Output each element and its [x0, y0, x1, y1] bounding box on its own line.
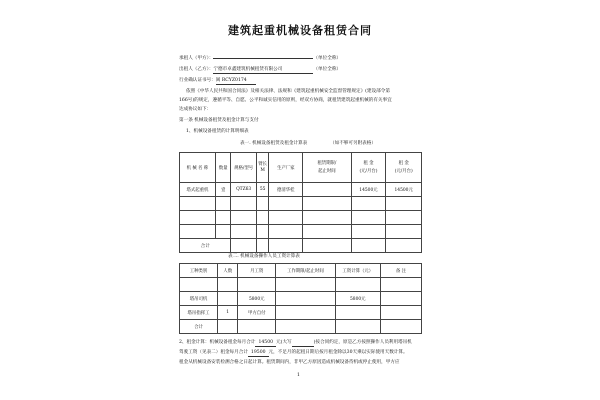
cell-wage: 甲方自付 [238, 306, 276, 320]
col-rent-header: 租 金 (元/月台) [351, 153, 386, 183]
col-period-header: 租赁期限/ 起止时间 [303, 153, 352, 183]
footer-line-2: 驾驶工资（见表二）租金每月合计 19500 元，不足月的起租日期后按月租金除以30天乘以实际使用天数计算。 [179, 350, 408, 355]
cell-total: 5800元 [335, 292, 380, 306]
table-row [180, 225, 422, 239]
lessor-label: 出租人（乙方）： [179, 67, 214, 72]
footer-line-1: 2、租金计算：机械设备租金每月合计 14500 元(大写 )按合同约定，原是乙方按照操作人员利用塔吊机 [179, 340, 412, 345]
col-spec-header: 规格/型号 [231, 153, 257, 183]
table-row [180, 278, 422, 292]
cell-period [276, 306, 336, 320]
cell-type: 塔吊司机 [180, 292, 218, 306]
intro-line-1: 依照《中华人民共和国合同法》及相关法律、法规和《建筑起重机械安全监督管理规定》(建设部令第 [186, 89, 390, 94]
lessee-name [213, 58, 313, 59]
col-period-header: 工作期限/起止时间 [276, 264, 336, 278]
cell-total [335, 306, 380, 320]
wage-table [179, 263, 422, 334]
table-total-row [180, 320, 422, 334]
cell-remark [380, 306, 421, 320]
cert-label: 行业确认证书号： [179, 78, 216, 83]
table2-caption: 表二. 机械设备操作人员工资计算表 [228, 254, 300, 259]
table2-total-label: 合计 [180, 320, 218, 334]
col-type-header: 工种类别 [180, 264, 218, 278]
col-count-header: 人数 [218, 264, 238, 278]
table-row [180, 292, 422, 306]
cell-remark [380, 292, 421, 306]
subsection-1-heading: 1、机械设备租赁的计算明细表 [186, 129, 249, 134]
table1-note: （如不够可另附表格） [330, 141, 376, 146]
monthly-rent-value: 14500 [255, 340, 276, 347]
cell-name: 塔式起重机 [180, 183, 216, 197]
cell-spec: QTZ63 [231, 183, 257, 197]
cell-maker: 德清华桂 [269, 183, 303, 197]
rent-table [179, 152, 422, 253]
rent-table-header [180, 153, 422, 183]
lessee-suffix: （单位全称） [313, 56, 342, 61]
col-total-header: 工资计算（元） [335, 264, 380, 278]
lessor-line [179, 67, 341, 74]
cell-count: 1 [218, 306, 238, 320]
lessee-line [179, 56, 341, 62]
col-remark-header: 备 注 [380, 264, 421, 278]
cell-qty: 壹 [215, 183, 231, 197]
cell-period [303, 183, 352, 197]
table-row [180, 211, 422, 225]
cell-count [218, 292, 238, 306]
col-arm-header: 臂长 M [256, 153, 268, 183]
lessor-name: 宁德市卓鑫建筑机械租赁有限公司 [213, 67, 313, 74]
cell-type: 塔吊指挥工 [180, 306, 218, 320]
cert-line [179, 78, 256, 85]
cert-value: 闽 RCYZ0174 [216, 78, 256, 85]
table-row [180, 197, 422, 211]
col-maker-header: 生产厂家 [269, 153, 303, 183]
intro-line-3: 达成协议如下： [179, 107, 212, 112]
col-qty-header: 数量 [215, 153, 231, 183]
table1-caption: 表一. 机械设备租赁及租金计算表 [240, 141, 308, 146]
cell-period [276, 292, 336, 306]
table1-total-label: 合计 [180, 239, 231, 253]
table-row [180, 183, 422, 197]
col-freight-header: 租 金 (元/月台) [386, 153, 422, 183]
footer-line-3: 租金从机械设备安装检测合格之日起计算。租赁期间内，非甲乙方原因造成机械设备待机或停止使用，甲方应 [179, 360, 400, 365]
cell-arm: 55 [256, 183, 268, 197]
cell-rent: 14500元 [351, 183, 386, 197]
cell-wage: 5800元 [238, 292, 276, 306]
page-number: 1 [297, 373, 300, 378]
lessor-suffix: （单位全称） [313, 67, 342, 72]
intro-line-2: 166号)的规定，遵循平等、自愿、公平和诚实信用的原则，经双方协商，就租赁建筑起重机械的有关事宜 [179, 98, 392, 103]
monthly-total-value: 19500 [248, 350, 269, 357]
contract-title: 建筑起重机械设备租赁合同 [228, 24, 372, 37]
col-name-header: 机 械 名 称 [180, 153, 216, 183]
section-1-heading: 第一条 机械设备租赁及租金计算与支付 [179, 118, 259, 123]
table-row [180, 306, 422, 320]
lessee-label: 承租人（甲方）： [179, 56, 214, 61]
wage-table-header [180, 264, 422, 278]
cell-freight: 14500元 [386, 183, 422, 197]
col-wage-header: 月工资 [238, 264, 276, 278]
table-total-row [180, 239, 422, 253]
